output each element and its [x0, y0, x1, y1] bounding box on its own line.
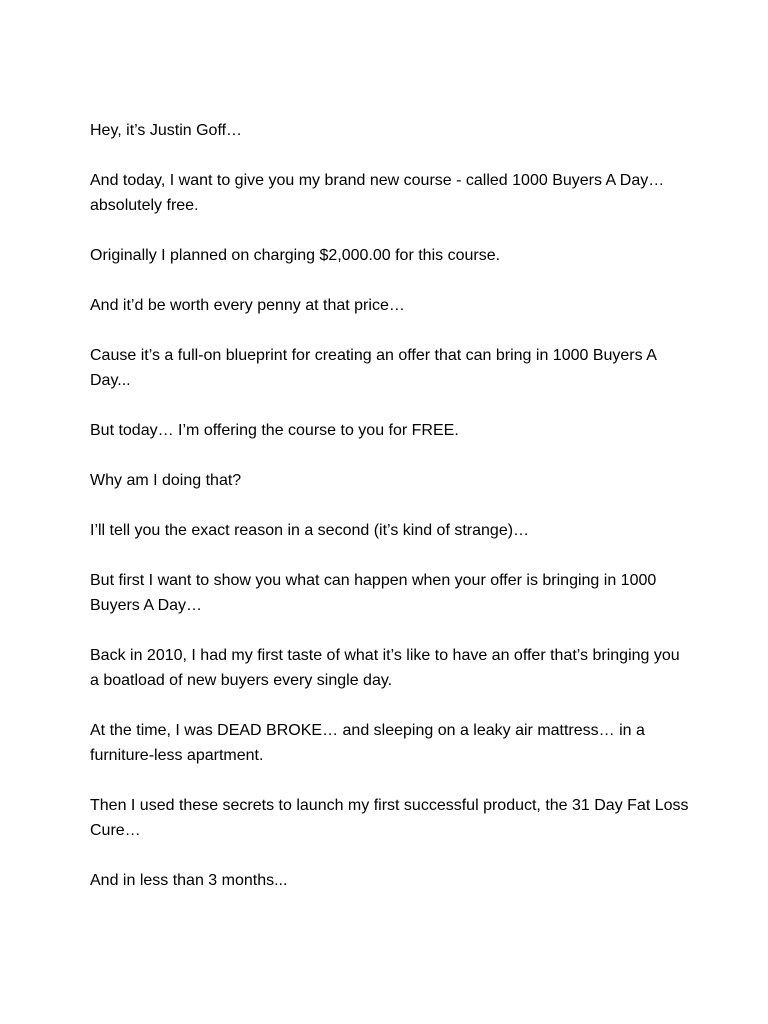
paragraph-3: Originally I planned on charging $2,000.00 for this course. — [90, 247, 501, 264]
paragraph-12: Then I used these secrets to launch my first successful product, the 31 Day Fat Loss Cure… — [90, 797, 693, 839]
paragraph-8: I’ll tell you the exact reason in a second (it’s kind of strange)… — [90, 522, 530, 539]
paragraph-13: And in less than 3 months... — [90, 872, 288, 889]
paragraph-9: But first I want to show you what can happen when your offer is bringing in 1000 Buyers A Day… — [90, 572, 661, 614]
paragraph-1: Hey, it’s Justin Goff… — [90, 122, 243, 139]
paragraph-5: Cause it’s a full-on blueprint for creating an offer that can bring in 1000 Buyers A Day... — [90, 347, 661, 389]
paragraph-11: At the time, I was DEAD BROKE… and sleeping on a leaky air mattress… in a furniture-less apartment. — [90, 722, 650, 764]
paragraph-2: And today, I want to give you my brand new course - called 1000 Buyers A Day… absolutely free. — [90, 172, 669, 214]
paragraph-6: But today… I’m offering the course to you for FREE. — [90, 422, 459, 439]
paragraph-7: Why am I doing that? — [90, 472, 242, 489]
document-body — [90, 118, 693, 918]
paragraph-4: And it’d be worth every penny at that price… — [90, 297, 405, 314]
paragraph-10: Back in 2010, I had my first taste of what it’s like to have an offer that’s bringing you a boatload of new buyers every single day. — [90, 647, 685, 689]
